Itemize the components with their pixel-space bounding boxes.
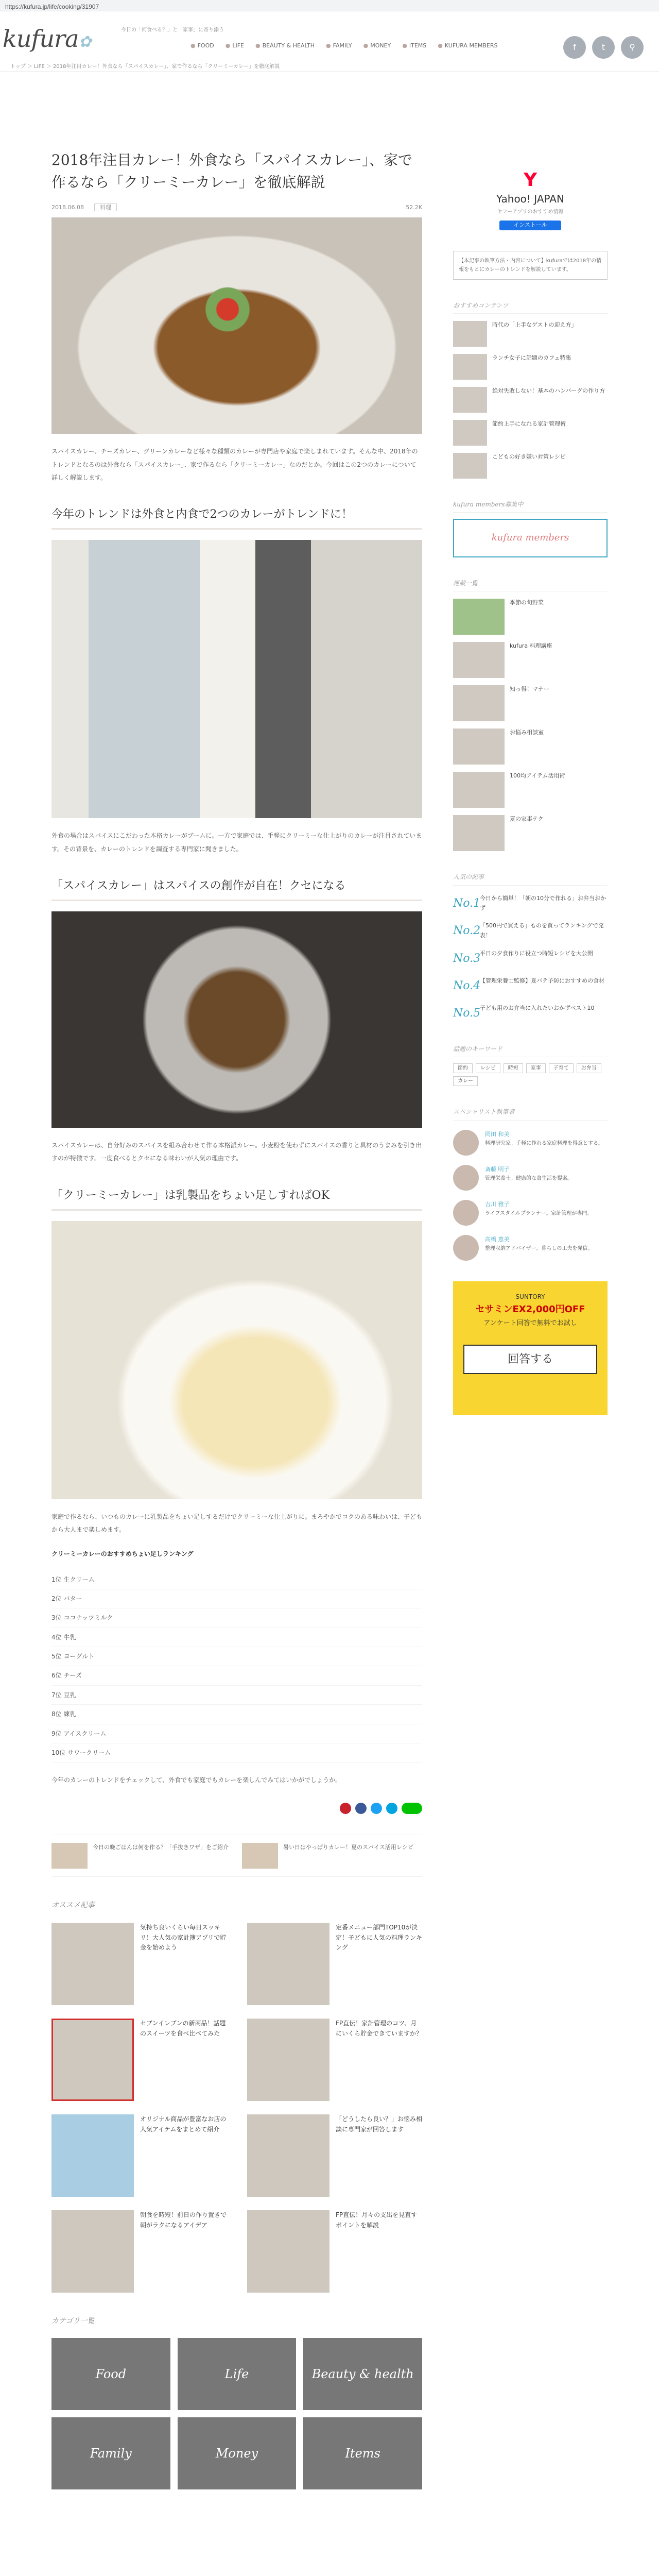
twitter-icon[interactable]: [371, 1803, 382, 1814]
popular-thumb: [453, 321, 487, 347]
site-tagline: 今日の「何食べる？」と「家事」に寄り添う: [121, 27, 224, 33]
list-title: クリーミーカレーのおすすめちょい足しランキング: [51, 1550, 194, 1558]
recommend-thumb: [247, 2210, 330, 2293]
rank-number: No.5: [453, 1007, 481, 1020]
nav-life[interactable]: ● LIFE: [225, 42, 244, 49]
yahoo-sub: ヤフーアプリのおすすめ情報: [497, 209, 564, 215]
recommend-thumb: [247, 2019, 330, 2101]
food-icon: ●: [190, 42, 196, 49]
family-icon: ●: [326, 42, 331, 49]
article-title: 2018年注目カレー！外食なら「スパイスカレー」、家で作るなら「クリーミーカレー」を徹底解説: [51, 151, 412, 191]
install-button[interactable]: インストール: [499, 221, 561, 230]
members-title: kufura members募集中: [453, 499, 608, 513]
topic-item[interactable]: お悩み相談室: [453, 728, 608, 765]
ranking-item[interactable]: No.5 子ども用のお弁当に入れたいおかずベスト10: [453, 1004, 608, 1023]
ranking-item[interactable]: No.2 「500円で買える」ものを買ってランキングで発表！: [453, 921, 608, 940]
popular-thumb: [453, 354, 487, 380]
answer-button[interactable]: 回答する: [463, 1345, 597, 1374]
popular-item[interactable]: こどもの好き嫌い対策レシピ: [453, 453, 608, 479]
recommend-thumb: [51, 2114, 134, 2197]
recommend-item[interactable]: セブンイレブンの新商品！話題のスイーツを食べ比べてみた: [51, 2019, 227, 2101]
avatar: [453, 1165, 479, 1191]
recommend-thumb: [51, 2019, 134, 2101]
article-tag[interactable]: 料理: [94, 204, 117, 211]
banner-brand: SUNTORY: [515, 1293, 545, 1300]
breadcrumb: トップ ＞ LIFE ＞ 2018年注目カレー！外食なら「スパイスカレー」、家で作るなら「クリーミーカレー」を徹底解説: [0, 60, 659, 72]
article-main: [51, 149, 422, 2489]
site-logo[interactable]: kufura✿: [3, 25, 91, 53]
topic-thumb: [453, 685, 505, 721]
ranking-list: [51, 1570, 422, 1763]
article-paragraph: 家庭で作るなら、いつものカレーに乳製品をちょい足しするだけでクリーミーな仕上がりに。まろやかでコクのある味わいは、子どもから大人まで楽しめます。: [51, 1513, 423, 1534]
category-family[interactable]: Family: [51, 2417, 170, 2489]
rank-number: No.1: [453, 896, 481, 910]
hero-image: [51, 217, 422, 434]
search-icon[interactable]: ⚲: [621, 36, 644, 59]
categories-grid: [51, 2338, 422, 2489]
ranking-title: 人気の記事: [453, 872, 608, 885]
prev-article[interactable]: 今日の晩ごはんは何を作る？「手抜きワザ」をご紹介: [51, 1843, 232, 1869]
list-item: 4位 牛乳: [51, 1628, 422, 1647]
topic-thumb: [453, 772, 505, 808]
popular-item[interactable]: 時代の「上手なゲストの迎え方」: [453, 321, 608, 347]
recommend-item[interactable]: FP直伝！家計管理のコツ、月にいくら貯金できていますか？: [247, 2019, 422, 2101]
rank-number: No.3: [453, 952, 481, 965]
category-life[interactable]: Life: [178, 2338, 297, 2410]
section-heading: 「クリーミーカレー」は乳製品をちょい足しすればOK: [51, 1186, 422, 1211]
section-heading: 「スパイスカレー」はスパイスの創作が自在！クセになる: [51, 876, 422, 901]
spice-curry-image: [51, 911, 422, 1128]
ranking-item[interactable]: No.3 平日の夕食作りに役立つ時短レシピを大公開: [453, 949, 608, 968]
expert-card[interactable]: 岡田 和美 料理研究家。手軽に作れる家庭料理を得意とする。: [453, 1130, 608, 1156]
facebook-icon[interactable]: f: [563, 36, 586, 59]
nav-money[interactable]: ● MONEY: [363, 42, 391, 49]
topic-item[interactable]: kufura 料理講座: [453, 642, 608, 678]
topic-item[interactable]: 知っ得！マナー: [453, 685, 608, 721]
expert-card[interactable]: 斎藤 明子 管理栄養士。健康的な食生活を提案。: [453, 1165, 608, 1191]
creamy-curry-image: [51, 1221, 422, 1499]
recommend-grid: [51, 1923, 422, 2293]
categories-title: カテゴリ一覧: [51, 2317, 95, 2326]
article-date: 2018.06.08: [51, 204, 84, 211]
prev-next-nav: [51, 1835, 422, 1877]
keyword-tag[interactable]: カレー: [453, 1076, 478, 1086]
life-icon: ●: [225, 42, 231, 49]
keyword-tag[interactable]: 時短: [504, 1063, 523, 1073]
twitter-icon[interactable]: t: [592, 36, 615, 59]
main-nav: [190, 41, 498, 51]
topic-item[interactable]: 100均アイテム活用術: [453, 772, 608, 808]
yahoo-name: Yahoo! JAPAN: [496, 193, 564, 205]
expert-card[interactable]: 吉川 雅子 ライフスタイルプランナー。家計管理が専門。: [453, 1200, 608, 1226]
nav-food[interactable]: ● FOOD: [190, 42, 214, 49]
topic-thumb: [453, 642, 505, 678]
topic-thumb: [453, 815, 505, 851]
recommend-thumb: [247, 2114, 330, 2197]
list-item: 1位 生クリーム: [51, 1570, 422, 1589]
rank-number: No.2: [453, 924, 481, 938]
list-item: 6位 チーズ: [51, 1666, 422, 1685]
facebook-icon[interactable]: [355, 1803, 367, 1814]
recommend-item[interactable]: 「どうしたら良い？」お悩み相談に専門家が回答します: [247, 2114, 422, 2197]
article-meta: [51, 203, 422, 213]
next-article[interactable]: 暑い日はやっぱりカレー！夏のスパイス活用レシピ: [242, 1843, 422, 1869]
experts-title: スペシャリスト執筆者: [453, 1107, 608, 1120]
view-count: 52.2K: [406, 204, 422, 211]
popular-thumb: [453, 420, 487, 446]
recommend-item[interactable]: オリジナル商品が豊富なお店の人気アイテムをまとめて紹介: [51, 2114, 227, 2197]
list-item: 7位 豆乳: [51, 1686, 422, 1705]
url-bar[interactable]: https://kufura.jp/life/cooking/31907: [0, 0, 659, 11]
money-icon: ●: [363, 42, 369, 49]
items-icon: ●: [402, 42, 407, 49]
topic-thumb: [453, 728, 505, 765]
keyword-tag[interactable]: 家事: [526, 1063, 546, 1073]
list-item: 8位 練乳: [51, 1705, 422, 1724]
article-notice: 【本記事の執筆方法・内容について】kufuraでは2018年の情報をもとにカレーのトレンドを解説しています。: [453, 251, 608, 280]
recommend-item[interactable]: FP直伝！月々の支出を見直すポイントを解説: [247, 2210, 422, 2293]
section-heading: 今年のトレンドは外食と内食で2つのカレーがトレンドに！: [51, 505, 422, 530]
list-item: 9位 アイスクリーム: [51, 1724, 422, 1743]
line-icon[interactable]: [402, 1803, 422, 1814]
recommend-thumb: [51, 2210, 134, 2293]
list-item: 3位 ココナッツミルク: [51, 1608, 422, 1628]
header-social: [563, 36, 644, 59]
nav-family[interactable]: ● FAMILY: [326, 42, 352, 49]
topic-item[interactable]: 夏の家事テク: [453, 815, 608, 851]
article-paragraph: スパイスカレーは、自分好みのスパイスを組み合わせて作る本格派カレー。小麦粉を使わずにスパイスの香りと具材のうまみを引き出すのが特徴です。一度食べるとクセになる味わいが人気の理由です。: [51, 1142, 422, 1162]
banner-headline: セサミンEX2,000円OFF: [475, 1303, 585, 1315]
keyword-tag[interactable]: お弁当: [577, 1063, 601, 1073]
recommend-thumb: [51, 1923, 134, 2005]
category-food[interactable]: Food: [51, 2338, 170, 2410]
ranking-item[interactable]: No.1 今日から簡単！「朝の10分で作れる」お弁当おかず: [453, 894, 608, 913]
list-item: 10位 サワークリーム: [51, 1743, 422, 1762]
members-banner[interactable]: kufura members: [453, 519, 608, 557]
ranking-item[interactable]: No.4 【管理栄養士監修】夏バテ予防におすすめの食材: [453, 976, 608, 995]
banner-sub: アンケート回答で無料でお試し: [483, 1319, 577, 1327]
members-icon: ●: [438, 42, 443, 49]
prev-thumb: [51, 1843, 88, 1869]
sidebar: [453, 164, 608, 1415]
beauty-icon: ●: [255, 42, 261, 49]
rank-number: No.4: [453, 979, 481, 993]
suntory-banner[interactable]: [453, 1281, 608, 1415]
next-thumb: [242, 1843, 278, 1869]
list-item: 2位 バター: [51, 1589, 422, 1608]
share-buttons: [51, 1803, 422, 1814]
category-money[interactable]: Money: [178, 2417, 297, 2489]
presenter-image: [51, 540, 422, 818]
article-intro: スパイスカレー、チーズカレー、グリーンカレーなど様々な種類のカレーが専門店や家庭で楽しまれています。そんな中、2018年のトレンドとなるのは外食なら「スパイスカレー」、家で作るなら「クリーミーカレー」なのだとか。今回はこの2つのカレーについて詳しく解説します。: [51, 448, 418, 481]
recommend-title: オススメ記事: [51, 1901, 95, 1909]
article-outro: 今年のカレーのトレンドをチェックして、外食でも家庭でもカレーを楽しんでみてはいかがでしょうか。: [51, 1776, 342, 1784]
popular-item[interactable]: 節約上手になれる家計管理術: [453, 420, 608, 446]
keyword-tag[interactable]: 節約: [453, 1063, 473, 1073]
pinterest-icon[interactable]: [340, 1803, 351, 1814]
recommend-item[interactable]: 朝食を時短！前日の作り置きで朝がラクになるアイデア: [51, 2210, 227, 2293]
yahoo-icon: Y: [523, 170, 537, 191]
nav-items[interactable]: ● ITEMS: [402, 42, 427, 49]
yahoo-ad[interactable]: [453, 164, 608, 230]
popular-thumb: [453, 387, 487, 413]
avatar: [453, 1200, 479, 1226]
expert-card[interactable]: 高橋 恵美 整理収納アドバイザー。暮らしの工夫を発信。: [453, 1235, 608, 1261]
keyword-list: [453, 1063, 608, 1086]
category-beauty[interactable]: Beauty & health: [303, 2338, 422, 2410]
hatena-icon[interactable]: [386, 1803, 397, 1814]
popular-item[interactable]: ランチ女子に話題のカフェ特集: [453, 354, 608, 380]
article-paragraph: 外食の場合はスパイスにこだわった本格カレーがブームに。一方で家庭では、手軽にクリーミーな仕上がりのカレーが注目されています。その背景を、カレーのトレンドを調査する専門家に聞きました。: [51, 832, 422, 853]
popular-item[interactable]: 絶対失敗しない！基本のハンバーグの作り方: [453, 387, 608, 413]
avatar: [453, 1130, 479, 1156]
keyword-tag[interactable]: レシピ: [476, 1063, 500, 1073]
nav-members[interactable]: ● KUFURA MEMBERS: [438, 42, 498, 49]
topic-item[interactable]: 季節の旬野菜: [453, 599, 608, 635]
keywords-title: 話題のキーワード: [453, 1044, 608, 1057]
list-item: 5位 ヨーグルト: [51, 1647, 422, 1666]
popular-thumb: [453, 453, 487, 479]
recommend-thumb: [247, 1923, 330, 2005]
recommend-item[interactable]: 定番メニュー部門TOP10が決定！子どもに人気の料理ランキング: [247, 1923, 422, 2005]
popular-title: おすすめコンテンツ: [453, 300, 608, 314]
topics-title: 連載一覧: [453, 578, 608, 591]
site-header: [0, 11, 659, 60]
avatar: [453, 1235, 479, 1261]
category-items[interactable]: Items: [303, 2417, 422, 2489]
recommend-item[interactable]: 気持ち良いくらい毎日スッキリ！大人気の家計簿アプリで貯金を始めよう: [51, 1923, 227, 2005]
nav-beauty[interactable]: ● BEAUTY & HEALTH: [255, 42, 315, 49]
topic-thumb: [453, 599, 505, 635]
keyword-tag[interactable]: 子育て: [549, 1063, 574, 1073]
